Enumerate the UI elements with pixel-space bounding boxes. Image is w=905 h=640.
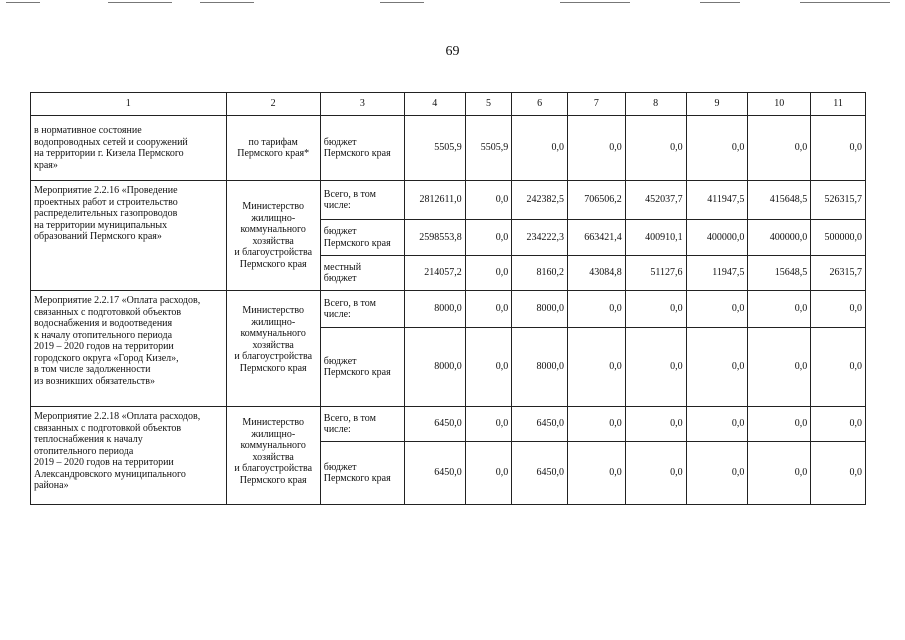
- value-cell: 0,0: [465, 220, 512, 256]
- value-cell: 0,0: [625, 328, 686, 407]
- value-cell: 0,0: [465, 442, 512, 505]
- text-line: жилищно-: [251, 212, 296, 224]
- text-line: Пермского края: [323, 367, 391, 378]
- column-number: 10: [748, 93, 811, 116]
- text-line: и благоустройства: [234, 463, 313, 474]
- value-cell: 0,0: [686, 328, 748, 407]
- text-line: числе:: [323, 309, 351, 320]
- text-line: и благоустройства: [234, 351, 313, 362]
- value-cell: 0,0: [465, 328, 512, 407]
- text-line: Пермского края: [323, 473, 391, 484]
- text-line: бюджет: [323, 226, 357, 237]
- scan-edge-line: [560, 2, 630, 3]
- funding-source-cell: [320, 328, 404, 407]
- column-number: 7: [568, 93, 626, 116]
- value-cell: 8160,2: [512, 256, 568, 291]
- text-line: Мероприятие 2.2.17 «Оплата расходов,: [34, 295, 201, 306]
- scan-edge-line: [800, 2, 890, 3]
- value-cell: 0,0: [748, 328, 811, 407]
- text-line: числе:: [323, 200, 351, 211]
- value-cell: 5505,9: [465, 116, 512, 181]
- value-cell: 0,0: [686, 442, 748, 505]
- executor-cell: [226, 407, 320, 505]
- column-number: 2: [226, 93, 320, 116]
- scan-edge-line: [700, 2, 740, 3]
- measure-name-cell: [31, 116, 227, 181]
- value-cell: 0,0: [465, 256, 512, 291]
- value-cell: 214057,2: [404, 256, 465, 291]
- text-line: водопроводных сетей и сооружений: [34, 136, 188, 148]
- executor-cell: [226, 116, 320, 181]
- value-cell: 11947,5: [686, 256, 748, 291]
- column-number: 6: [512, 93, 568, 116]
- text-line: Мероприятие 2.2.16 «Проведение: [34, 185, 178, 196]
- column-number: 5: [465, 93, 512, 116]
- table-row: [31, 116, 866, 181]
- value-cell: 0,0: [568, 328, 626, 407]
- value-cell: 8000,0: [404, 328, 465, 407]
- value-cell: 526315,7: [811, 181, 866, 220]
- funding-source-cell: [320, 442, 404, 505]
- text-line: коммунального: [240, 328, 306, 339]
- value-cell: 26315,7: [811, 256, 866, 291]
- funding-source-cell: [320, 407, 404, 442]
- text-line: Пермского края: [323, 237, 391, 249]
- value-cell: 0,0: [625, 116, 686, 181]
- text-line: водоснабжения и водоотведения: [34, 318, 173, 329]
- table-row: [31, 291, 866, 328]
- scan-edge-line: [200, 2, 254, 3]
- value-cell: 8000,0: [512, 291, 568, 328]
- value-cell: 706506,2: [568, 181, 626, 220]
- text-line: Александровского муниципального: [34, 468, 186, 480]
- text-line: 2019 – 2020 годов на территории: [34, 457, 174, 468]
- text-line: и благоустройства: [234, 247, 313, 258]
- column-number-row: [31, 93, 866, 116]
- measure-name-cell: [31, 291, 227, 407]
- text-line: хозяйства: [252, 339, 294, 351]
- value-cell: 0,0: [465, 407, 512, 442]
- value-cell: 400910,1: [625, 220, 686, 256]
- text-line: бюджет: [323, 136, 357, 148]
- value-cell: 0,0: [686, 116, 748, 181]
- text-line: отопительного периода: [34, 445, 134, 457]
- text-line: теплоснабжения к началу: [34, 434, 143, 445]
- value-cell: 2812611,0: [404, 181, 465, 220]
- text-line: связанных с подготовкой объектов: [34, 422, 182, 434]
- text-line: бюджет: [323, 461, 357, 473]
- text-line: района»: [34, 480, 69, 491]
- text-line: связанных с подготовкой объектов: [34, 306, 182, 318]
- value-cell: 5505,9: [404, 116, 465, 181]
- value-cell: 0,0: [686, 407, 748, 442]
- text-line: числе:: [323, 424, 351, 435]
- measure-name-cell: [31, 181, 227, 291]
- column-number: 1: [31, 93, 227, 116]
- value-cell: 0,0: [568, 116, 626, 181]
- text-line: Пермского края*: [237, 148, 310, 159]
- executor-cell: [226, 181, 320, 291]
- text-line: коммунального: [240, 224, 306, 235]
- text-line: проектных работ и строительство: [34, 196, 178, 208]
- value-cell: 415648,5: [748, 181, 811, 220]
- scan-edge-line: [6, 2, 40, 3]
- executor-cell: [226, 291, 320, 407]
- value-cell: 6450,0: [404, 442, 465, 505]
- value-cell: 0,0: [568, 291, 626, 328]
- value-cell: 0,0: [512, 116, 568, 181]
- text-line: Пермского края: [239, 362, 307, 374]
- column-number: 9: [686, 93, 748, 116]
- scan-edge-line: [108, 2, 172, 3]
- value-cell: 43084,8: [568, 256, 626, 291]
- value-cell: 242382,5: [512, 181, 568, 220]
- text-line: по тарифам: [248, 136, 298, 148]
- value-cell: 0,0: [811, 407, 866, 442]
- funding-source-cell: [320, 116, 404, 181]
- value-cell: 234222,3: [512, 220, 568, 256]
- value-cell: 0,0: [625, 407, 686, 442]
- value-cell: 400000,0: [748, 220, 811, 256]
- text-line: на территории г. Кизела Пермского: [34, 148, 184, 159]
- value-cell: 0,0: [465, 181, 512, 220]
- value-cell: 15648,5: [748, 256, 811, 291]
- value-cell: 0,0: [811, 291, 866, 328]
- column-number: 11: [811, 93, 866, 116]
- text-line: бюджет: [323, 273, 357, 284]
- value-cell: 0,0: [748, 291, 811, 328]
- text-line: местный: [323, 261, 362, 273]
- value-cell: 663421,4: [568, 220, 626, 256]
- value-cell: 0,0: [568, 407, 626, 442]
- text-line: коммунального: [240, 440, 306, 451]
- text-line: Мероприятие 2.2.18 «Оплата расходов,: [34, 411, 201, 422]
- text-line: в том числе задолженности: [34, 364, 151, 375]
- measure-name-cell: [31, 407, 227, 505]
- text-line: Пермского края: [323, 148, 391, 159]
- text-line: Пермского края: [239, 474, 307, 486]
- text-line: к началу отопительного периода: [34, 329, 173, 341]
- page-number: 69: [445, 44, 460, 59]
- value-cell: 8000,0: [404, 291, 465, 328]
- table-row: [31, 181, 866, 220]
- text-line: Министерство: [242, 201, 304, 212]
- text-line: Министерство: [242, 305, 304, 316]
- text-line: на территории муниципальных: [34, 219, 168, 231]
- text-line: края»: [34, 159, 58, 171]
- text-line: распределительных газопроводов: [34, 208, 178, 219]
- text-line: Всего, в том: [323, 188, 376, 200]
- value-cell: 0,0: [625, 442, 686, 505]
- value-cell: 0,0: [748, 442, 811, 505]
- text-line: жилищно-: [251, 428, 296, 440]
- text-line: городского округа «Город Кизел»,: [34, 352, 179, 364]
- value-cell: 0,0: [811, 328, 866, 407]
- value-cell: 8000,0: [512, 328, 568, 407]
- column-number: 4: [404, 93, 465, 116]
- value-cell: 0,0: [625, 291, 686, 328]
- text-line: хозяйства: [252, 451, 294, 463]
- scan-edge-line: [380, 2, 424, 3]
- value-cell: 6450,0: [404, 407, 465, 442]
- text-line: хозяйства: [252, 235, 294, 247]
- value-cell: 400000,0: [686, 220, 748, 256]
- value-cell: 0,0: [465, 291, 512, 328]
- funding-source-cell: [320, 256, 404, 291]
- value-cell: 0,0: [568, 442, 626, 505]
- text-line: из возникших обязательств»: [34, 375, 155, 387]
- value-cell: 411947,5: [686, 181, 748, 220]
- value-cell: 0,0: [811, 442, 866, 505]
- text-line: жилищно-: [251, 316, 296, 328]
- value-cell: 2598553,8: [404, 220, 465, 256]
- text-line: Министерство: [242, 417, 304, 428]
- text-line: бюджет: [323, 355, 357, 367]
- column-number: 8: [625, 93, 686, 116]
- text-line: образований Пермского края»: [34, 231, 162, 242]
- table-row: [31, 407, 866, 442]
- text-line: Всего, в том: [323, 412, 376, 424]
- funding-source-cell: [320, 220, 404, 256]
- value-cell: 6450,0: [512, 407, 568, 442]
- value-cell: 0,0: [748, 116, 811, 181]
- text-line: Пермского края: [239, 258, 307, 270]
- value-cell: 0,0: [686, 291, 748, 328]
- value-cell: 6450,0: [512, 442, 568, 505]
- column-number: 3: [320, 93, 404, 116]
- funding-source-cell: [320, 291, 404, 328]
- text-line: Всего, в том: [323, 297, 376, 309]
- value-cell: 500000,0: [811, 220, 866, 256]
- value-cell: 0,0: [811, 116, 866, 181]
- text-line: 2019 – 2020 годов на территории: [34, 341, 174, 352]
- text-line: в нормативное состояние: [34, 125, 142, 136]
- value-cell: 0,0: [748, 407, 811, 442]
- value-cell: 51127,6: [625, 256, 686, 291]
- funding-source-cell: [320, 181, 404, 220]
- budget-table: [30, 92, 866, 505]
- value-cell: 452037,7: [625, 181, 686, 220]
